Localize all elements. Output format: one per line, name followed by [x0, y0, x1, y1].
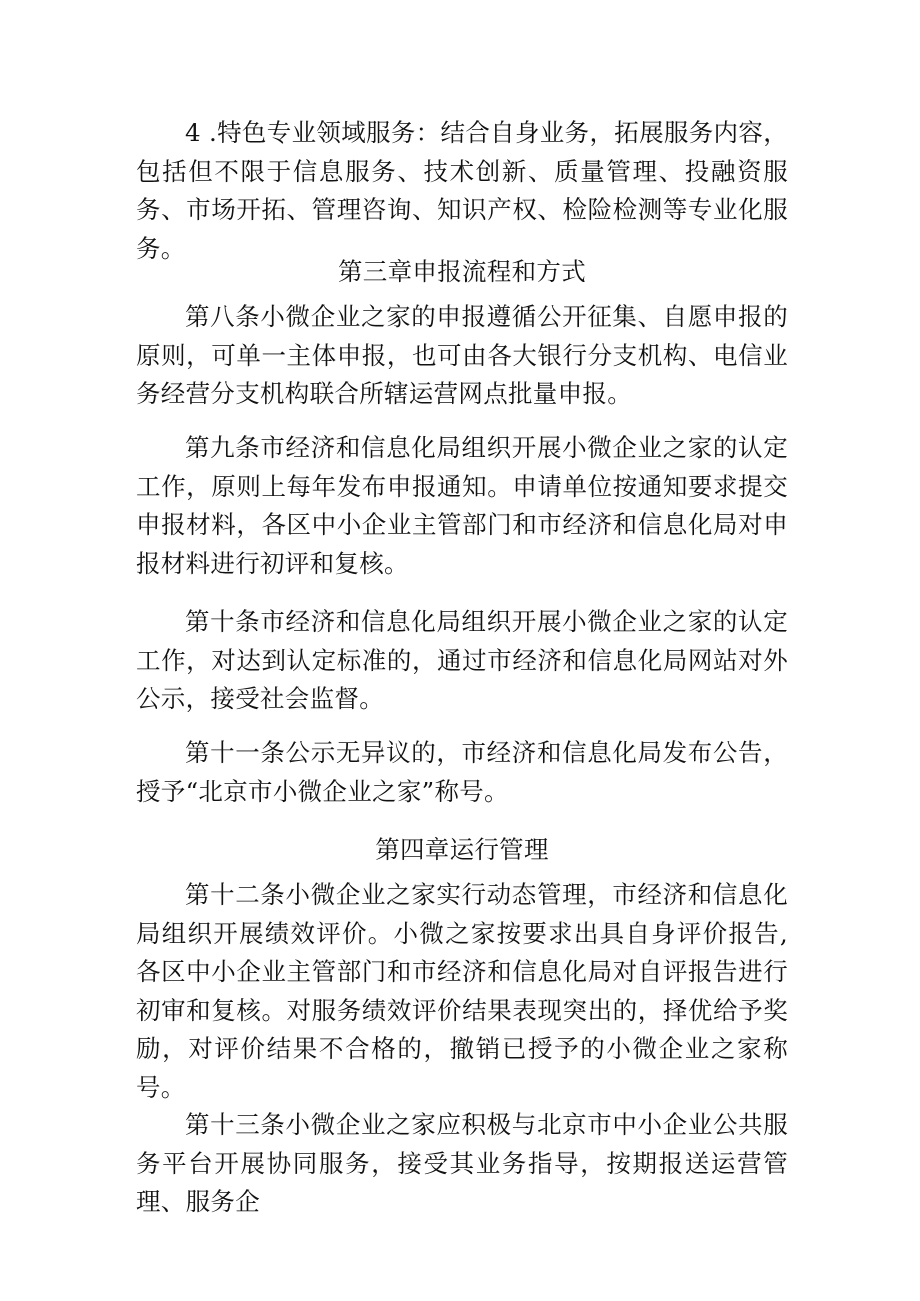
chapter-4-heading: 第四章运行管理 — [375, 835, 549, 864]
article-9-paragraph: 第九条市经济和信息化局组织开展小微企业之家的认定工作，原则上每年发布申报通知。申请单位按通知要求提交申报材料，各区中小企业主管部门和市经济和信息化局对申报材料进行初评和复核。 — [136, 433, 788, 578]
article-12-paragraph: 第十二条小微企业之家实行动态管理，市经济和信息化局组织开展绩效评价。小微之家按要求出具自身评价报告,各区中小企业主管部门和市经济和信息化局对自评报告进行初审和复核。对服务绩效评价结果表现突出的，择优给予奖励，对评价结果不合格的，撤销已授予的小微企业之家称号。 — [136, 880, 788, 1102]
item-4-paragraph: 4 .特色专业领域服务：结合自身业务，拓展服务内容，包括但不限于信息服务、技术创新、质量管理、投融资服务、市场开拓、管理咨询、知识产权、检险检测等专业化服务。 — [136, 118, 788, 263]
article-8-paragraph: 第八条小微企业之家的申报遵循公开征集、自愿申报的原则，可单一主体申报，也可由各大银行分支机构、电信业务经营分支机构联合所辖运营网点批量申报。 — [136, 302, 788, 408]
article-13-paragraph: 第十三条小微企业之家应积极与北京市中小企业公共服务平台开展协同服务，接受其业务指导，按期报送运营管理、服务企 — [136, 1110, 788, 1216]
chapter-3-heading: 第三章申报流程和方式 — [338, 257, 586, 286]
article-10-paragraph: 第十条市经济和信息化局组织开展小微企业之家的认定工作，对达到认定标准的，通过市经济和信息化局网站对外公示，接受社会监督。 — [136, 607, 788, 713]
article-11-paragraph: 第十一条公示无异议的，市经济和信息化局发布公告，授予“北京市小微企业之家”称号。 — [136, 738, 788, 806]
